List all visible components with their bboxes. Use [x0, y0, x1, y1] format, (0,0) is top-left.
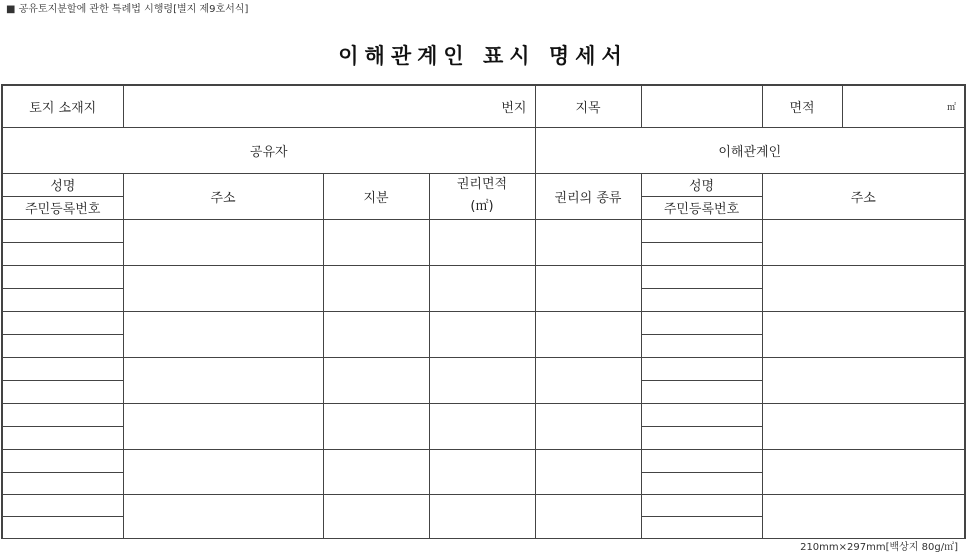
ip-resident-number-cell[interactable] [641, 288, 762, 311]
address-column-header: 주소 [123, 173, 323, 219]
ip-resident-number-column-header: 주민등록번호 [641, 196, 762, 219]
right-area-cell[interactable] [429, 357, 535, 403]
right-type-cell[interactable] [535, 449, 641, 494]
ip-resident-number-cell[interactable] [641, 242, 762, 265]
owner-resident-number-cell[interactable] [2, 472, 123, 494]
ip-name-cell[interactable] [641, 219, 762, 242]
owner-name-cell[interactable] [2, 357, 123, 380]
owner-resident-number-cell[interactable] [2, 516, 123, 538]
share-cell[interactable] [323, 494, 429, 538]
ip-resident-number-cell[interactable] [641, 472, 762, 494]
area-unit: ㎡ [946, 102, 956, 113]
ip-name-cell[interactable] [641, 494, 762, 516]
owner-name-cell[interactable] [2, 403, 123, 426]
land-category-field[interactable] [641, 85, 762, 127]
page-title: 이해관계인 표시 명세서 [338, 44, 628, 68]
ip-resident-number-cell[interactable] [641, 516, 762, 538]
paper-spec-footer: 210mm×297mm[백상지 80g/㎡] [800, 542, 958, 553]
owner-address-cell[interactable] [123, 357, 323, 403]
share-cell[interactable] [323, 265, 429, 311]
share-cell[interactable] [323, 311, 429, 357]
right-type-column-header: 권리의 종류 [535, 173, 641, 219]
right-type-cell[interactable] [535, 403, 641, 449]
right-type-cell[interactable] [535, 265, 641, 311]
ip-name-cell[interactable] [641, 403, 762, 426]
name-column-header: 성명 [2, 173, 123, 196]
area-field[interactable] [842, 85, 965, 127]
ip-address-cell[interactable] [762, 449, 965, 494]
owner-name-cell[interactable] [2, 219, 123, 242]
share-cell[interactable] [323, 357, 429, 403]
ip-address-column-header: 주소 [762, 173, 965, 219]
owner-address-cell[interactable] [123, 449, 323, 494]
ip-address-cell[interactable] [762, 219, 965, 265]
area-label: 면적 [762, 85, 842, 127]
owner-address-cell[interactable] [123, 311, 323, 357]
owner-name-cell[interactable] [2, 265, 123, 288]
lot-number-label: 번지 [501, 100, 527, 116]
interested-party-section-header: 이해관계인 [535, 127, 965, 173]
ip-resident-number-cell[interactable] [641, 380, 762, 403]
owner-resident-number-cell[interactable] [2, 288, 123, 311]
ip-address-cell[interactable] [762, 403, 965, 449]
ip-name-cell[interactable] [641, 311, 762, 334]
owner-address-cell[interactable] [123, 494, 323, 538]
owner-resident-number-cell[interactable] [2, 242, 123, 265]
owner-name-cell[interactable] [2, 449, 123, 472]
owner-resident-number-cell[interactable] [2, 426, 123, 449]
lot-number-field[interactable] [123, 85, 535, 127]
ip-name-column-header: 성명 [641, 173, 762, 196]
owner-address-cell[interactable] [123, 219, 323, 265]
ip-address-cell[interactable] [762, 311, 965, 357]
ip-address-cell[interactable] [762, 265, 965, 311]
ip-address-cell[interactable] [762, 494, 965, 538]
right-area-cell[interactable] [429, 449, 535, 494]
owner-address-cell[interactable] [123, 265, 323, 311]
right-type-cell[interactable] [535, 219, 641, 265]
right-area-column-header [429, 173, 535, 219]
owner-name-cell[interactable] [2, 311, 123, 334]
share-cell[interactable] [323, 449, 429, 494]
ip-name-cell[interactable] [641, 265, 762, 288]
right-type-cell[interactable] [535, 311, 641, 357]
owner-name-cell[interactable] [2, 494, 123, 516]
right-area-unit: (㎡) [470, 199, 494, 214]
owner-address-cell[interactable] [123, 403, 323, 449]
form-reference-note: ■ 공유토지분할에 관한 특례법 시행령[별지 제9호서식] [6, 4, 249, 15]
share-cell[interactable] [323, 219, 429, 265]
share-cell[interactable] [323, 403, 429, 449]
right-area-cell[interactable] [429, 403, 535, 449]
ip-name-cell[interactable] [641, 449, 762, 472]
right-area-cell[interactable] [429, 494, 535, 538]
right-area-label: 권리면적 [456, 177, 508, 192]
ip-name-cell[interactable] [641, 357, 762, 380]
right-type-cell[interactable] [535, 494, 641, 538]
share-column-header: 지분 [323, 173, 429, 219]
right-area-cell[interactable] [429, 265, 535, 311]
right-type-cell[interactable] [535, 357, 641, 403]
right-area-cell[interactable] [429, 219, 535, 265]
interested-party-table [1, 84, 966, 539]
co-owner-section-header: 공유자 [2, 127, 535, 173]
ip-resident-number-cell[interactable] [641, 334, 762, 357]
owner-resident-number-cell[interactable] [2, 334, 123, 357]
owner-resident-number-cell[interactable] [2, 380, 123, 403]
right-area-cell[interactable] [429, 311, 535, 357]
ip-address-cell[interactable] [762, 357, 965, 403]
land-category-label: 지목 [535, 85, 641, 127]
resident-number-column-header: 주민등록번호 [2, 196, 123, 219]
ip-resident-number-cell[interactable] [641, 426, 762, 449]
land-location-label: 토지 소재지 [2, 85, 123, 127]
